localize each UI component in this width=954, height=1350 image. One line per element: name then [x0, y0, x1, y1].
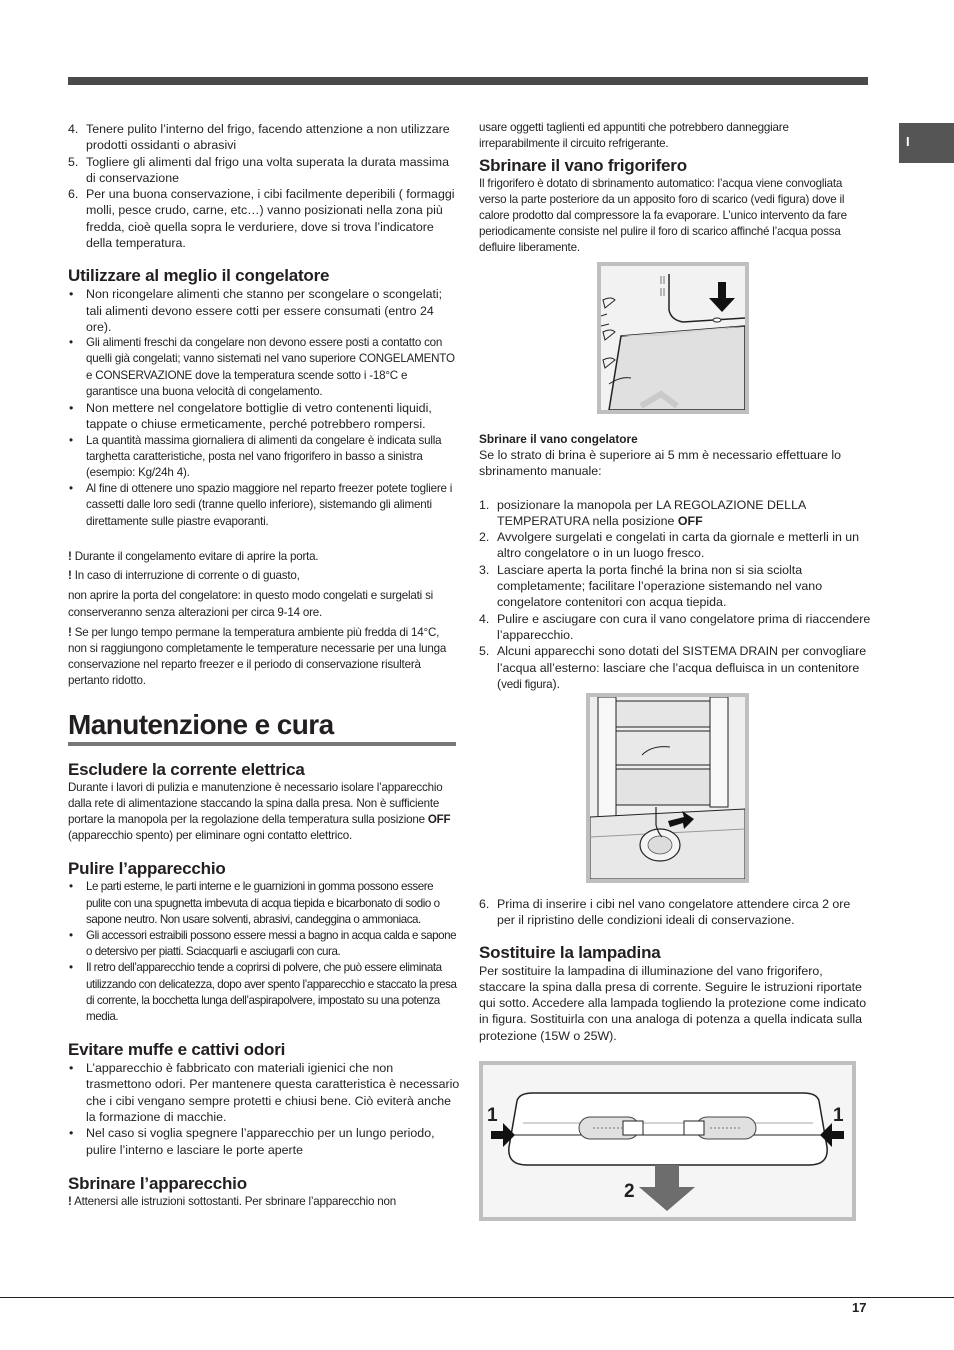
section-title-frigorifero: Sbrinare il vano frigorifero	[479, 156, 687, 176]
fridge-interior-illustration	[601, 266, 745, 410]
list-item: • Non mettere nel congelatore bottiglie di vetro contenenti liquidi, tappate o chiuse ermeticamente, perché potrebbero rompersi.	[68, 400, 460, 433]
right-column-step6	[479, 896, 871, 1044]
section-title-lampadina: Sostituire la lampadina	[479, 942, 661, 962]
continuation-text: usare oggetti taglienti ed appuntiti che potrebbero danneggiare irreparabilmente il circuito refrigerante.	[479, 121, 789, 151]
tips-list	[68, 121, 460, 251]
warning-note: ! Durante il congelamento evitare di aprire la porta.	[68, 549, 319, 563]
list-item: 5. Alcuni apparecchi sono dotati del SISTEMA DRAIN per convogliare l’acqua all’esterno: lasciare che l’acqua defluisca in un contenitore (vedi figura).	[479, 644, 867, 691]
list-item: • Al fine di ottenere uno spazio maggiore nel reparto freezer potete togliere i cassetti dalle loro sedi (tranne quello inferiore), sistemando gli alimenti direttamente sulle piastre evaporanti.	[68, 481, 460, 530]
figure-fridge-drain	[597, 262, 749, 414]
list-item: • Non ricongelare alimenti che stanno per scongelare o scongelati; tali alimenti devono essere cotti per essere consumati (entro 24 ore).	[68, 286, 460, 335]
list-item: 4. Tenere pulito l’interno del frigo, facendo attenzione a non utilizzare prodotti ossidanti o abrasivi	[68, 122, 450, 153]
list-item: • Nel caso si voglia spegnere l’apparecchio per un lungo periodo, pulire l’interno e lasciare le porte aperte	[68, 1125, 460, 1158]
language-tab: I	[899, 123, 954, 163]
right-column-congelatore	[479, 432, 871, 693]
list-item: 6. Per una buona conservazione, i cibi facilmente deperibili ( formaggi molli, pesce crudo, carne, etc…) vanno posizionati nella zona più fredda, cioè quella sopra le verduriere, dove si trova l’indicatore della temperatura.	[68, 187, 455, 251]
list-item: 4. Pulire e asciugare con cura il vano congelatore prima di riaccendere l’apparecchio.	[479, 611, 871, 642]
frigorifero-text: Il frigorifero è dotato di sbrinamento automatico: l’acqua viene convogliata verso la parte posteriore da un apposito foro di scarico (vedi figura) dove il calore prodotto dal compressore la fa evaporare. L’unico intervento da fare periodicamente consiste nel pulire il foro di scarico affinché l’acqua possa defluire liberamente.	[479, 177, 847, 255]
section-title-muffe: Evitare muffe e cattivi odori	[68, 1040, 286, 1060]
page-title: Manutenzione e cura	[68, 710, 456, 746]
figure-label: 1	[833, 1105, 844, 1126]
congelatore-intro: Se lo strato di brina è superiore ai 5 mm è necessario effettuare lo sbrinamento manuale:	[479, 448, 842, 479]
list-item: 3. Lasciare aperta la porta finché la brina non si sia sciolta completamente; facilitare l’operazione sistemando nel vano congelatore contenitori con acqua tiepida.	[479, 562, 823, 610]
warning-note: ! Se per lungo tempo permane la temperatura ambiente più fredda di 14°C, non si raggiungono completamente le temperature necessarie per una lunga conservazione nel reparto freezer e il periodo di conservazione risulterà pertanto ridotto.	[68, 625, 447, 688]
figure-lamp-cover	[479, 1061, 856, 1221]
list-item: • Il retro dell’apparecchio tende a coprirsi di polvere, che può essere eliminata utilizzando con delicatezza, dopo aver spento l’apparecchio e staccato la presa di corrente, la bocchetta lunga dell’aspirapolvere, impostato su una potenza media.	[68, 960, 460, 1025]
footer-rule	[0, 1297, 954, 1298]
list-item: 2. Avvolgere surgelati e congelati in carta da giornale e metterli in un altro congelatore o in un luogo fresco.	[479, 530, 860, 561]
section-title-sbrinare: Sbrinare l’apparecchio	[68, 1173, 247, 1193]
warning-note: ! In caso di interruzione di corrente o di guasto,	[68, 569, 300, 583]
left-column	[68, 121, 460, 1210]
figure-label: 1	[487, 1105, 498, 1126]
list-item: • Gli accessori estraibili possono essere messi a bagno in acqua calda e sapone o detersivo per piatti. Sciacquarli e asciugarli con cura.	[68, 928, 460, 960]
list-item: 6. Prima di inserire i cibi nel vano congelatore attendere circa 2 ore per il ripristino delle condizioni ideali di conservazione.	[479, 897, 851, 928]
right-column-top	[479, 120, 871, 256]
defrost-steps	[479, 497, 871, 693]
list-item: • Le parti esterne, le parti interne e le guarnizioni in gomma possono essere pulite con una spugnetta imbevuta di acqua tiepida e bicarbonato di sodio o sapone neutro. Non usare solventi, abrasivi, candeggina o ammoniaca.	[68, 879, 460, 928]
figure-label: 2	[624, 1181, 635, 1202]
lampadina-text: Per sostituire la lampadina di illuminazione del vano frigorifero, staccare la spina dalla presa di corrente. Seguire le istruzioni riportate qui sotto. Accedere alla lampada togliendo la protezione come indicato in figura. Sostituirla con una analoga di potenza a quella indicata sulla protezione (15W o 25W).	[479, 963, 867, 1043]
warning-note-cont: non aprire la porta del congelatore: in questo modo congelati e surgelati si conserveranno senza alterazioni per circa 9-14 ore.	[68, 589, 434, 619]
figure-drain-system	[586, 693, 749, 883]
section-title-pulire: Pulire l’apparecchio	[68, 859, 226, 879]
list-item: • Gli alimenti freschi da congelare non devono essere posti a contatto con quelli già congelati; vanno sistemati nel vano superiore CONGELAMENTO e CONSERVAZIONE dove la temperatura scende sotto i -18°C e garantisce una buona velocità di congelamento.	[68, 335, 460, 400]
list-item: • La quantità massima giornaliera di alimenti da congelare è indicata sulla targhetta caratteristiche, posta nel vano frigorifero in basso a sinistra (esempio: Kg/24h 4).	[68, 433, 460, 482]
muffe-list	[68, 1060, 460, 1158]
freezer-drain-illustration	[590, 697, 745, 879]
escludere-text: Durante i lavori di pulizia e manutenzione è necessario isolare l’apparecchio dalla rete di alimentazione staccando la spina dalla presa. Non è sufficiente portare la manopola per la regolazione della temperatura sulla posizione OFF (apparecchio spento) per eliminare ogni contatto elettrico.	[68, 780, 451, 843]
sbrinare-text: ! Attenersi alle istruzioni sottostanti. Per sbrinare l’apparecchio non	[68, 1194, 397, 1208]
congelatore-list	[68, 286, 460, 530]
list-item: 5. Togliere gli alimenti dal frigo una volta superata la durata massima di conservazione	[68, 154, 449, 185]
section-title-escludere: Escludere la corrente elettrica	[68, 759, 305, 779]
list-item: 1. posizionare la manopola per LA REGOLAZIONE DELLA TEMPERATURA nella posizione OFF	[479, 497, 806, 528]
list-item: • L’apparecchio è fabbricato con materiali igienici che non trasmettono odori. Per mantenere questa caratteristica è necessario che i cibi vengano sempre protetti e chiusi bene. Ciò eviterà anche la formazione di macchie.	[68, 1060, 460, 1125]
lamp-cover-illustration	[483, 1065, 852, 1217]
section-title-congelatore: Utilizzare al meglio il congelatore	[68, 266, 330, 286]
section-title-congelatore-defrost: Sbrinare il vano congelatore	[479, 432, 638, 446]
pulire-list	[68, 879, 460, 1025]
defrost-steps-cont	[479, 896, 871, 929]
header-bar	[68, 77, 868, 85]
page-number: 17	[852, 1300, 867, 1315]
